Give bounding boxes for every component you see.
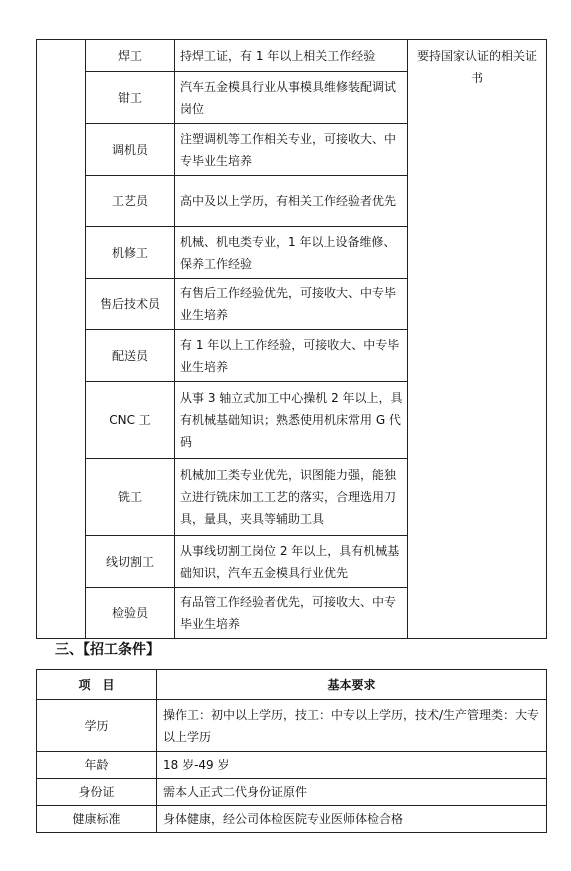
condition-requirement: 18 岁-49 岁 [157,752,547,779]
job-title: 焊工 [86,40,175,72]
condition-item: 学历 [37,700,157,752]
job-title: 检验员 [86,588,175,639]
job-requirement: 有品管工作经验者优先，可接收大、中专毕业生培养 [175,588,408,639]
job-title: 配送员 [86,330,175,382]
job-requirements-table [36,39,547,639]
job-requirement: 从事线切割工岗位 2 年以上，具有机械基础知识，汽车五金模具行业优先 [175,536,408,588]
job-title: 调机员 [86,124,175,176]
condition-requirement: 操作工：初中以上学历，技工：中专以上学历，技术/生产管理类：大专以上学历 [157,700,547,752]
category-cell [37,40,86,639]
condition-item: 身份证 [37,779,157,806]
column-header-basic: 基本要求 [157,670,547,700]
job-title: CNC 工 [86,382,175,459]
job-requirement: 高中及以上学历，有相关工作经验者优先 [175,176,408,227]
job-title: 机修工 [86,227,175,279]
job-title: 线切割工 [86,536,175,588]
condition-item: 健康标准 [37,806,157,833]
condition-item: 年龄 [37,752,157,779]
recruitment-conditions-table [36,669,547,833]
job-requirement: 有 1 年以上工作经验，可接收大、中专毕业生培养 [175,330,408,382]
condition-requirement: 需本人正式二代身份证原件 [157,779,547,806]
column-header-item: 项 目 [37,670,157,700]
job-requirement: 机械加工类专业优先，识图能力强，能独立进行铣床加工工艺的落实，合理选用刀具，量具，夹具等辅助工具 [175,459,408,536]
job-title: 钳工 [86,72,175,124]
job-title: 铣工 [86,459,175,536]
job-requirement: 注塑调机等工作相关专业，可接收大、中专毕业生培养 [175,124,408,176]
job-requirement: 机械、机电类专业，1 年以上设备维修、保养工作经验 [175,227,408,279]
job-requirement: 有售后工作经验优先，可接收大、中专毕业生培养 [175,279,408,330]
condition-requirement: 身体健康，经公司体检医院专业医师体检合格 [157,806,547,833]
certificate-note: 要持国家认证的相关证书 [408,40,547,639]
section-heading: 三、【招工条件】 [55,642,160,658]
job-title: 工艺员 [86,176,175,227]
job-requirement: 从事 3 轴立式加工中心操机 2 年以上，具有机械基础知识；熟悉使用机床常用 G 代码 [175,382,408,459]
job-requirement: 汽车五金模具行业从事模具维修装配调试岗位 [175,72,408,124]
job-requirement: 持焊工证，有 1 年以上相关工作经验 [175,40,408,72]
job-title: 售后技术员 [86,279,175,330]
